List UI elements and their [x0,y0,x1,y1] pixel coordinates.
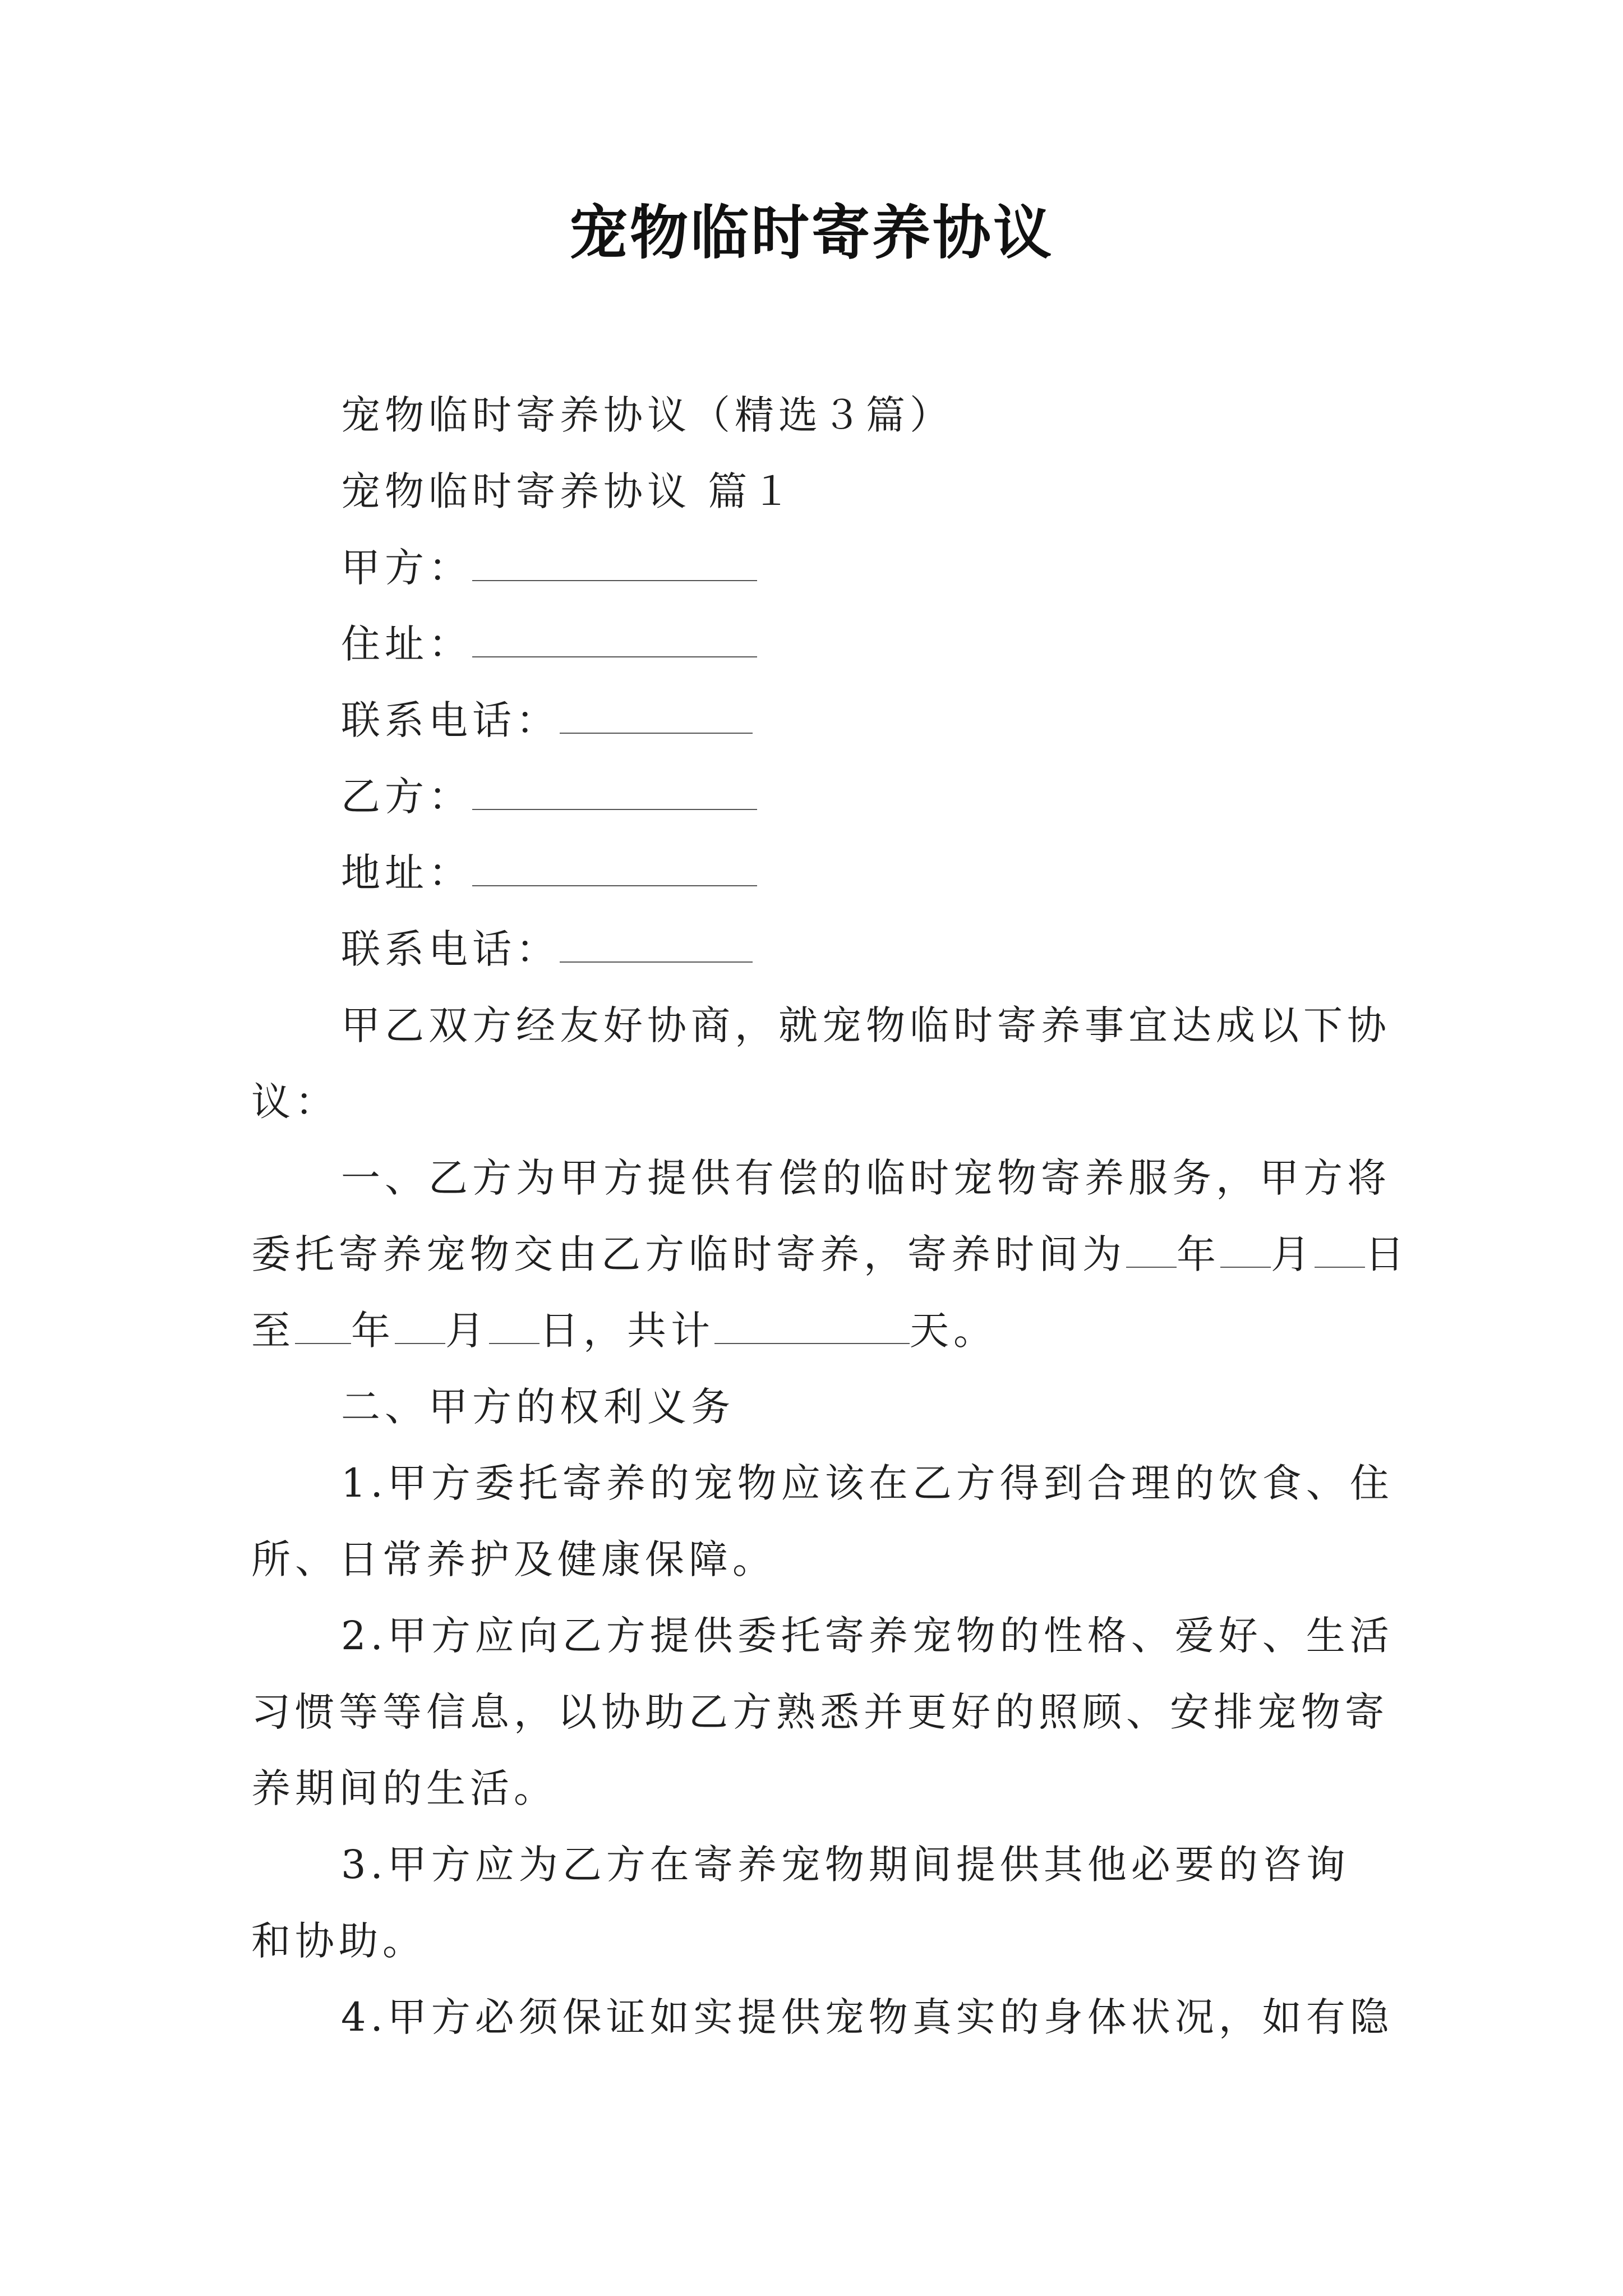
item2-line-1: 2.甲方应向乙方提供委托寄养宠物的性格、爱好、生活 [341,1613,1394,1659]
party-a-blank[interactable] [472,545,757,581]
item1-line-2: 所、日常养护及健康保障。 [251,1536,776,1582]
party-a-label: 甲方： [341,545,472,591]
day-label: 日 [1365,1231,1409,1277]
phone-a-field [341,682,753,758]
to-label: 至 [251,1308,295,1354]
document-title: 宠物临时寄养协议 [569,199,1054,267]
party-b-blank[interactable] [472,774,757,810]
address-a-blank[interactable] [472,622,757,657]
phone-b-field [341,911,753,987]
phone-b-blank[interactable] [560,927,753,963]
end-month-blank[interactable] [395,1308,445,1344]
end-year-label: 年 [351,1308,395,1354]
section2-heading: 二、甲方的权利义务 [341,1384,735,1430]
item3-line-2: 和协助。 [251,1918,426,1964]
party-b-label: 乙方： [341,774,472,820]
end-year-blank[interactable] [295,1308,351,1344]
start-year-blank[interactable] [1126,1232,1177,1268]
days-label: 天。 [910,1308,997,1354]
address-b-label: 地址： [341,850,472,896]
clause1-line-2 [251,1216,1409,1292]
item2-line-3: 养期间的生活。 [251,1765,557,1811]
end-month-label: 月 [445,1308,489,1354]
clause1-text-a: 委托寄养宠物交由乙方临时寄养，寄养时间为 [251,1231,1126,1277]
end-day-blank[interactable] [489,1308,540,1344]
month-label: 月 [1271,1231,1315,1277]
total-days-blank[interactable] [714,1308,910,1344]
clause1-line-1: 一、乙方为甲方提供有偿的临时宠物寄养服务，甲方将 [341,1155,1391,1201]
start-day-blank[interactable] [1315,1232,1365,1268]
start-month-blank[interactable] [1220,1232,1271,1268]
document-subtitle: 宠物临时寄养协议（精选３篇） [341,392,953,438]
item1-line-1: 1.甲方委托寄养的宠物应该在乙方得到合理的饮食、住 [341,1460,1394,1506]
year-label: 年 [1177,1231,1220,1277]
party-a-field [341,530,757,606]
item3-line-1: 3.甲方应为乙方在寄养宠物期间提供其他必要的咨询 [341,1842,1350,1888]
item2-line-2: 习惯等等信息，以协助乙方熟悉并更好的照顾、安排宠物寄 [251,1689,1389,1735]
intro-line-1: 甲乙双方经友好协商，就宠物临时寄养事宜达成以下协 [341,1002,1391,1048]
address-a-label: 住址： [341,621,472,667]
clause1-line-3 [251,1292,997,1369]
item4-line-1: 4.甲方必须保证如实提供宠物真实的身体状况，如有隐 [341,1994,1394,2040]
section-heading: 宠物临时寄养协议 篇１ [341,468,796,514]
address-b-field [341,835,757,911]
phone-b-label: 联系电话： [341,926,560,972]
intro-line-2: 议： [251,1079,339,1125]
address-a-field [341,606,757,682]
party-b-field [341,758,757,835]
address-b-blank[interactable] [472,850,757,886]
phone-a-blank[interactable] [560,698,753,734]
total-label: 日，共计 [540,1308,714,1354]
phone-a-label: 联系电话： [341,697,560,743]
